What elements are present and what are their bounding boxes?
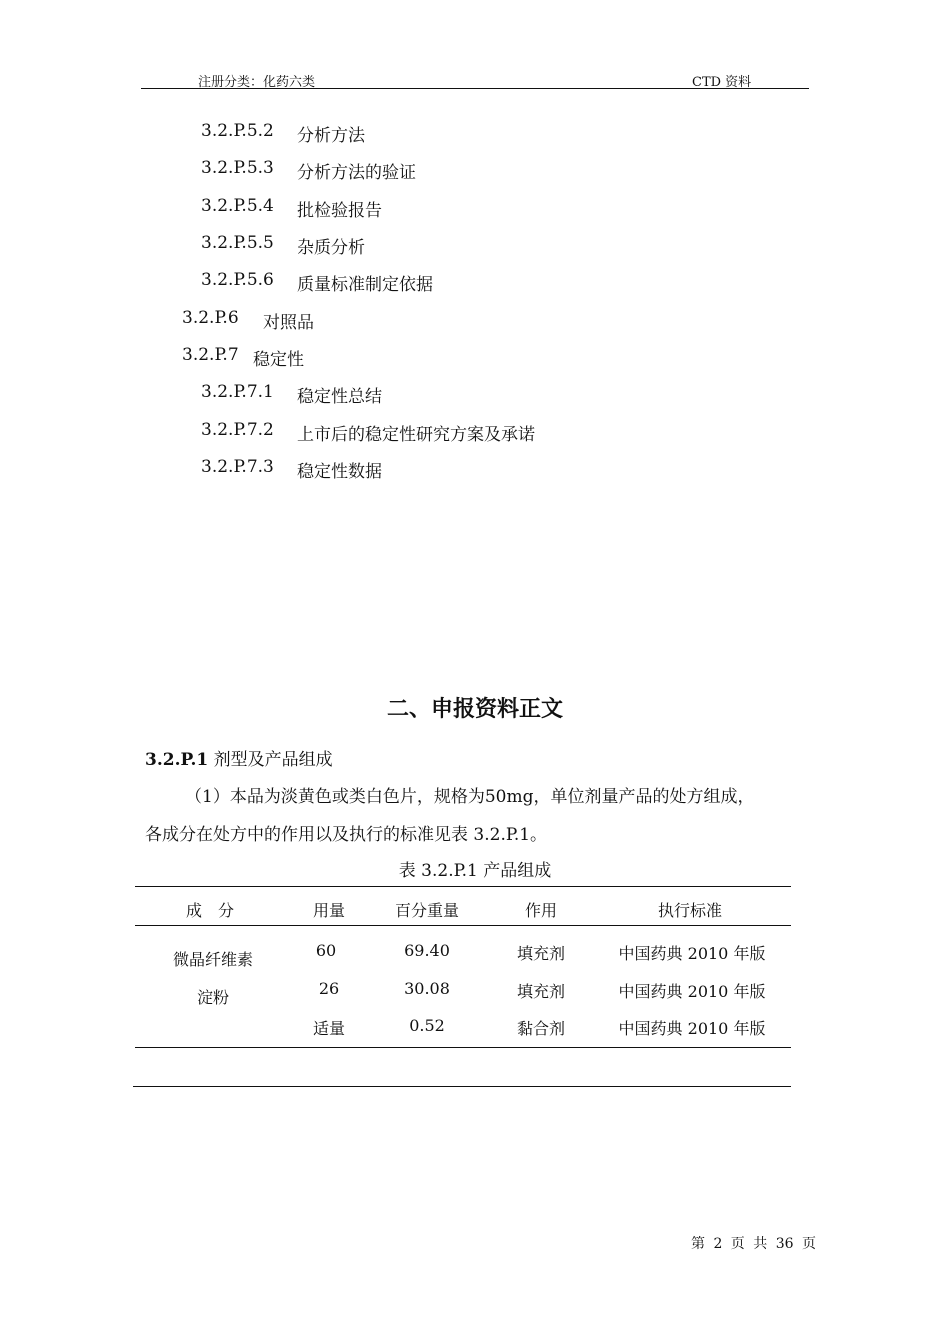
paragraph-line-1: （1）本品为淡黄色或类白色片，规格为50mg，单位剂量产品的处方组成， xyxy=(185,787,755,807)
table-cell: 中国药典 2010 年版 xyxy=(618,982,766,1001)
toc-title: 批检验报告 xyxy=(297,201,382,221)
subheading-title: 剂型及产品组成 xyxy=(213,750,333,770)
table-header-cell: 执行标准 xyxy=(657,901,722,920)
table-top-rule xyxy=(135,886,791,887)
table-cell: 淀粉 xyxy=(196,988,229,1007)
toc-item xyxy=(182,308,314,333)
table-cell: 60 xyxy=(315,941,337,960)
header-ctd-label: CTD 资料 xyxy=(692,75,752,90)
toc-item xyxy=(201,270,433,295)
toc-title: 分析方法的验证 xyxy=(297,163,416,183)
toc-number: 3.2.P.5.6 xyxy=(201,270,274,290)
toc-number: 3.2.P.7.1 xyxy=(201,382,274,402)
table-header-rule xyxy=(135,925,791,926)
table-header-cell: 作用 xyxy=(524,901,557,920)
toc-number: 3.2.P.6 xyxy=(182,308,239,328)
toc-number: 3.2.P.5.4 xyxy=(201,196,274,216)
table-cell: 微晶纤维素 xyxy=(172,950,253,969)
table-cell: 适量 xyxy=(312,1019,345,1038)
toc-number: 3.2.P.7 xyxy=(182,345,239,365)
table-header-cell: 用量 xyxy=(312,901,345,920)
header-divider xyxy=(141,88,809,89)
toc-number: 3.2.P.5.2 xyxy=(201,121,274,141)
toc-title: 杂质分析 xyxy=(297,238,365,258)
toc-item xyxy=(182,345,304,370)
toc-item xyxy=(201,121,365,146)
table-cell: 0.52 xyxy=(409,1016,445,1035)
table-cell: 30.08 xyxy=(404,979,450,998)
toc-number: 3.2.P.5.3 xyxy=(201,158,274,178)
table-cell: 中国药典 2010 年版 xyxy=(618,944,766,963)
toc-item xyxy=(201,233,365,258)
subheading-number: 3.2.P.1 xyxy=(145,750,209,770)
table-cell: 黏合剂 xyxy=(516,1019,565,1038)
paragraph-line-2: 各成分在处方中的作用以及执行的标准见表 3.2.P.1。 xyxy=(145,825,548,845)
table-extra-rule xyxy=(133,1086,791,1087)
table-cell: 26 xyxy=(318,979,340,998)
table-header-cell: 百分重量 xyxy=(394,901,459,920)
table-bottom-rule xyxy=(135,1047,791,1048)
table-cell: 填充剂 xyxy=(516,982,565,1001)
toc-title: 分析方法 xyxy=(297,126,365,146)
toc-title: 稳定性数据 xyxy=(297,462,382,482)
toc-title: 稳定性总结 xyxy=(297,387,382,407)
toc-item xyxy=(201,457,382,482)
toc-number: 3.2.P.5.5 xyxy=(201,233,274,253)
toc-number: 3.2.P.7.2 xyxy=(201,420,274,440)
subheading xyxy=(145,745,333,770)
toc-title: 稳定性 xyxy=(253,350,304,370)
toc-item xyxy=(201,196,382,221)
table-caption: 表 3.2.P.1 产品组成 xyxy=(398,861,552,881)
header-registration-class: 注册分类：化药六类 xyxy=(198,75,316,90)
toc-item xyxy=(201,420,535,445)
section-title: 二、申报资料正文 xyxy=(386,697,563,722)
toc-item xyxy=(201,158,416,183)
table-cell: 填充剂 xyxy=(516,944,565,963)
toc-title: 上市后的稳定性研究方案及承诺 xyxy=(297,425,535,445)
toc-title: 质量标准制定依据 xyxy=(297,275,433,295)
table-header-cell: 成 分 xyxy=(185,901,234,920)
table-cell: 69.40 xyxy=(404,941,450,960)
toc-item xyxy=(201,382,382,407)
table-cell: 中国药典 2010 年版 xyxy=(618,1019,766,1038)
toc-number: 3.2.P.7.3 xyxy=(201,457,274,477)
toc-title: 对照品 xyxy=(263,313,314,333)
page-footer: 第 2 页 共 36 页 xyxy=(691,1236,816,1252)
